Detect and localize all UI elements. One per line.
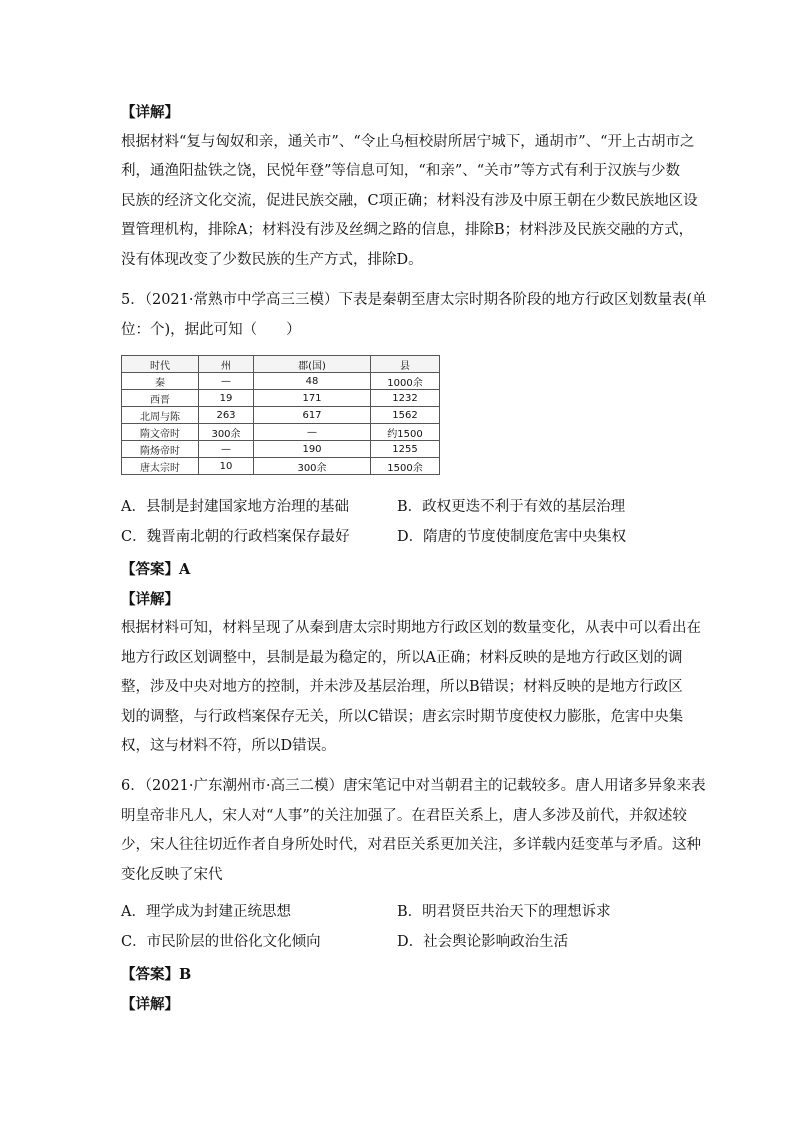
table-row [122,390,440,407]
q6-answer-section [121,960,681,1019]
table-cell: 1232 [371,390,440,407]
q4-detail-heading: 【详解】 [121,104,179,121]
q5-detail-text [121,614,701,762]
table-header-cell: 郡(国) [254,356,371,373]
q5-option-row [121,522,721,552]
q4-detail-line: 根据材料“复与匈奴和亲，通关市”、“令止乌桓校尉所居宁城下，通胡市”、“开上古胡市之 [121,133,695,150]
q5-detail-line: 地方行政区划调整中，县制是最为稳定的，所以A正确；材料反映的是地方行政区划的调 [121,649,683,666]
q6-stem-line: 6．（2021·广东潮州市·高三二模）唐宋笔记中对当朝君主的记载较多。唐人用诸多异象来表 [121,778,706,794]
table-cell: — [254,424,371,441]
q5-stem [121,286,707,345]
table-row [122,424,440,441]
table-row [122,373,440,390]
q6-option-row [121,897,721,927]
q5-answer: 【答案】A [121,561,191,578]
q6-option-row [121,927,721,957]
table-cell: 1255 [371,441,440,458]
table-row [122,441,440,458]
q4-detail-line: 没有体现改变了少数民族的生产方式，排除D。 [121,251,423,268]
admin-division-table [121,355,440,475]
q4-detail-line: 置管理机构，排除A；材料没有涉及丝绸之路的信息，排除B；材料涉及民族交融的方式， [121,222,694,238]
q6-options [121,897,721,957]
q6-detail-heading: 【详解】 [121,995,179,1013]
table-cell: 1000余 [371,373,440,390]
q6-stem-line: 变化反映了宋代 [121,866,223,883]
table-cell: 1500余 [371,458,440,475]
q6-answer: 【答案】B [121,966,192,983]
table-header-cell: 县 [371,356,440,373]
q5-detail-line: 根据材料可知，材料呈现了从秦到唐太宗时期地方行政区划的数量变化，从表中可以看出在 [121,620,701,636]
q6-option-a: A．理学成为封建正统思想 [121,904,291,920]
table-header-cell: 时代 [122,356,199,373]
table-cell: 171 [254,390,371,407]
table-row [122,407,440,424]
table-cell: 隋文帝时 [122,424,199,441]
table-cell: 300余 [254,458,371,475]
q6-stem [121,772,706,890]
table-cell: 约1500 [371,424,440,441]
q5-option-c: C．魏晋南北朝的行政档案保存最好 [121,529,350,545]
q4-detail-line: 民族的经济文化交流，促进民族交融，C项正确；材料没有涉及中原王朝在少数民族地区设 [121,192,698,209]
table-cell: 秦 [122,373,199,390]
q5-option-d: D．隋唐的节度使制度危害中央集权 [397,529,627,545]
q6-stem-line: 少，宋人往往切近作者自身所处时代，对君臣关系更加关注，多详载内廷变革与矛盾。这种 [121,837,701,853]
table-cell: 西晋 [122,390,199,407]
q6-stem-line: 明皇帝非凡人，宋人对“人事”的关注加强了。在君臣关系上，唐人多涉及前代，并叙述较 [121,807,687,824]
q4-detail-text [121,128,698,276]
q5-answer-section [121,555,701,762]
table-cell: 隋炀帝时 [122,441,199,458]
q4-detail-section [121,98,698,275]
table-cell: 19 [199,390,254,407]
table-cell: 10 [199,458,254,475]
table-header-cell: 州 [199,356,254,373]
q5-detail-line: 权，这与材料不符，所以D错误。 [121,738,336,754]
q5-stem-line: 位：个)，据此可知（ ） [121,321,301,338]
table-cell: 263 [199,407,254,424]
q5-stem-line: 5．（2021·常熟市中学高三三模）下表是秦朝至唐太宗时期各阶段的地方行政区划数量表(单 [121,292,707,308]
q5-option-b: B．政权更迭不利于有效的基层治理 [397,499,626,515]
table-header-row [122,356,440,373]
q5-options [121,492,721,552]
table-row [122,458,440,475]
table-cell: 唐太宗时 [122,458,199,475]
q5-option-row [121,492,721,522]
table-cell: — [199,441,254,458]
q5-detail-line: 整，涉及中央对地方的控制，并未涉及基层治理，所以B错误；材料反映的是地方行政区 [121,679,683,695]
table-cell: 48 [254,373,371,390]
q6-option-b: B．明君贤臣共治天下的理想诉求 [397,904,611,920]
table-cell: 190 [254,441,371,458]
q4-detail-line: 利，通渔阳盐铁之饶，民悦年登”等信息可知，“和亲”、“关市”等方式有利于汉族与少数 [121,163,681,179]
table-cell: 617 [254,407,371,424]
table-cell: 北周与陈 [122,407,199,424]
table-cell: — [199,373,254,390]
table-cell: 1562 [371,407,440,424]
q5-detail-heading: 【详解】 [121,590,179,608]
q6-option-c: C．市民阶层的世俗化文化倾向 [121,934,321,950]
q6-option-d: D．社会舆论影响政治生活 [397,934,569,950]
table-cell: 300余 [199,424,254,441]
q5-detail-line: 划的调整，与行政档案保存无关，所以C错误；唐玄宗时期节度使权力膨胀，危害中央集 [121,708,684,725]
q5-option-a: A．县制是封建国家地方治理的基础 [121,499,349,515]
